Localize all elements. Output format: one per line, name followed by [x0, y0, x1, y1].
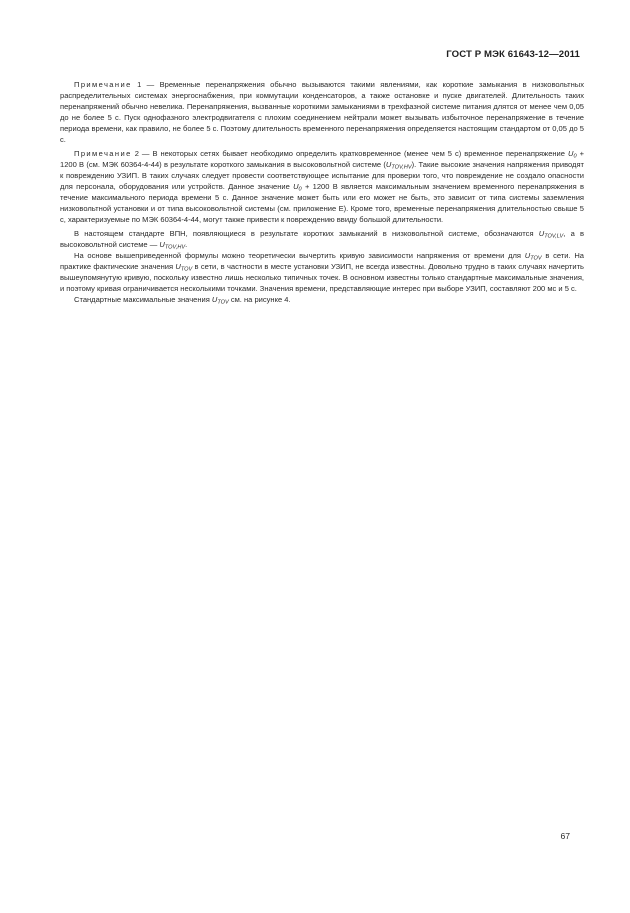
symbol-utov: $U_{TOV}$ [211, 295, 229, 306]
symbol-utov: $U_{TOV}$ [175, 262, 193, 273]
note-1-label: Примечание [74, 80, 132, 89]
symbol-utov-hv: $U_{TOV,HV}$ [159, 240, 186, 251]
paragraph-2: На основе вышеприведенной формулы можно теоретически вычертить кривую зависимости напряжения от времени для $U_{TOV}$ в сети. На практике фактические значения $U_{TOV}$ в сети, в частности в месте установки УЗИП, не всегда известны. Довольно трудно в таких случаях начертить вышеупомянутую кривую, поскольку известно лишь несколько типичных точек. В основном известны только стандартные максимальные значения, и поэтому кривая ограничивается несколькими точками. Значения времени, представляющие интерес при выборе УЗИП, составляют 200 мс и 5 с. [60, 251, 585, 293]
note-2-label: Примечание [74, 149, 132, 158]
paragraph-3: Стандартные максимальные значения $U_{TOV}$ см. на рисунке 4. [74, 295, 291, 306]
note-1 [60, 79, 584, 145]
paragraph-1: В настоящем стандарте ВПН, появляющиеся в результате коротких замыканий в низковольтной системе, обозначаются $U_{TOV,LV}$, а в высоковольтной системе — $U_{TOV,HV}$. [60, 229, 584, 251]
symbol-u0: $U_0$ [293, 182, 302, 193]
page-body [60, 79, 584, 305]
page-number: 67 [560, 831, 570, 841]
symbol-u0: $U_0$ [568, 149, 577, 160]
note-2: Примечание 2 — В некоторых сетях бывает необходимо определить кратковременное (менее чем 5 с) временное перенапряжение $U_0 + 1200$ В (см. МЭК 60364-4-44) в результате короткого замыкания в высоковольтной системе $(U_{TOV,HV})$. Такие высокие значения напряжения приводят к повреждению УЗИП. В таких случаях следует провести соответствующее испытание для проверки того, что повреждение не создало опасности для персонала, оборудования или устройств. Данное значение $U_0 + 1200$ В является максимальным значением временного перенапряжения в течение максимального периода времени 5 с. Данное значение может быть или его может не быть, это зависит от типа системы заземления низковольтной установки и от типа высоковольтной системы (см. приложение Е). Кроме того, временные перенапряжения длительностью свыше 5 с, характеризуемые по МЭК 60364-4-44, могут также привести к повреждению ввиду большой длительности. [60, 149, 585, 224]
document-header: ГОСТ Р МЭК 61643-12—2011 [446, 49, 580, 60]
symbol-utov-hv: $U_{TOV,HV}$ [385, 160, 412, 171]
symbol-utov: $U_{TOV}$ [524, 251, 542, 262]
symbol-utov-lv: $U_{TOV,LV}$ [538, 229, 564, 240]
note-1-text: 1 — Временные перенапряжения обычно вызываются такими явлениями, как короткие замыкания в низковольтных распределительных системах энергоснабжения, при коммутации конденсаторов, а также остановке и пуске двигателей. Длительность таких перенапряжений обычно невелика. Перенапряжения, вызванные короткими замыканиями в трехфазной системе питания длятся от менее чем 0,05 до не более 5 с. Пуск однофазного электродвигателя с плохим соединением нейтрали может вызывать избыточное перенапряжение в течение периода времени, как правило, не более 5 с. Поэтому длительность временного перенапряжения определяется настоящим стандартом от 0,05 до 5 с. [60, 80, 584, 144]
